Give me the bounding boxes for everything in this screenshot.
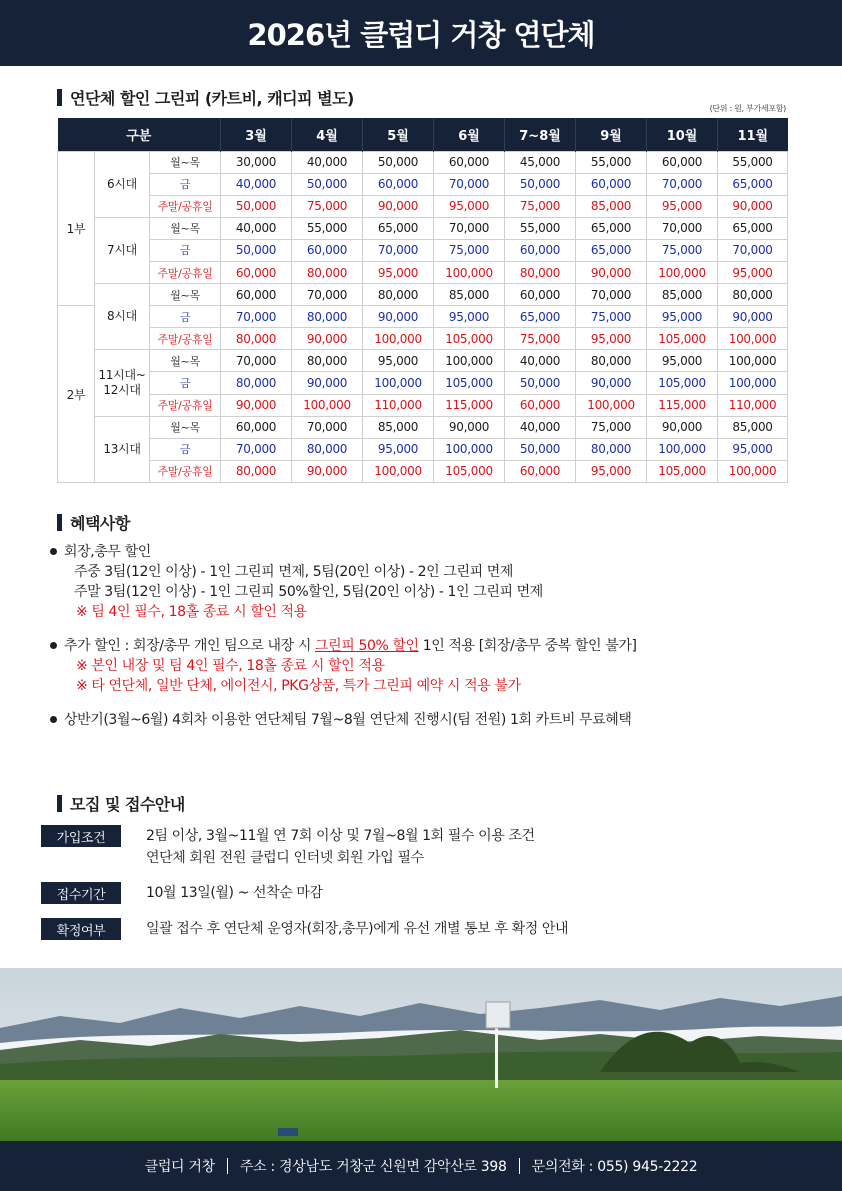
price-cell: 95,000	[576, 328, 647, 350]
table-row	[58, 394, 788, 416]
price-cell: 100,000	[718, 372, 788, 394]
footer-phone: 문의전화 : 055) 945-2222	[531, 1159, 698, 1175]
price-cell: 105,000	[647, 328, 718, 350]
discount-highlight: 그린피 50% 할인	[315, 638, 419, 654]
join-condition-row	[41, 825, 535, 869]
period-row	[41, 882, 323, 904]
price-cell: 40,000	[221, 173, 292, 195]
footer-address: 주소 : 경상남도 거창군 신원면 감악산로 398	[239, 1159, 507, 1175]
price-cell: 90,000	[718, 195, 788, 217]
price-cell: 90,000	[292, 328, 363, 350]
price-cell: 60,000	[505, 239, 576, 261]
price-cell: 110,000	[363, 394, 434, 416]
time-slot-cell: 11시대~ 12시대	[95, 350, 150, 416]
header-month: 6월	[434, 118, 505, 151]
price-cell: 90,000	[221, 394, 292, 416]
price-cell: 70,000	[576, 284, 647, 306]
period-tag: 접수기간	[41, 882, 121, 904]
price-cell: 95,000	[647, 306, 718, 328]
price-cell: 75,000	[576, 416, 647, 438]
header-month: 3월	[221, 118, 292, 151]
price-cell: 85,000	[576, 195, 647, 217]
price-cell: 100,000	[576, 394, 647, 416]
price-cell: 50,000	[292, 173, 363, 195]
price-cell: 60,000	[292, 239, 363, 261]
header-month: 9월	[576, 118, 647, 151]
time-slot-cell: 13시대	[95, 416, 150, 482]
table-row	[58, 306, 788, 328]
price-cell: 100,000	[434, 350, 505, 372]
price-cell: 75,000	[576, 306, 647, 328]
price-cell: 60,000	[221, 261, 292, 283]
price-cell: 65,000	[576, 217, 647, 239]
price-cell: 95,000	[718, 438, 788, 460]
golf-course-photo	[0, 968, 842, 1141]
day-type-cell: 주말/공휴일	[150, 460, 221, 482]
table-row	[58, 350, 788, 372]
benefits-list	[50, 542, 790, 730]
time-slot-cell: 6시대	[95, 151, 150, 217]
price-cell: 95,000	[576, 460, 647, 482]
day-type-cell: 월~목	[150, 151, 221, 173]
benefit-item	[50, 710, 790, 730]
price-cell: 70,000	[221, 306, 292, 328]
price-cell: 80,000	[292, 350, 363, 372]
price-cell: 60,000	[363, 173, 434, 195]
price-cell: 70,000	[292, 284, 363, 306]
day-type-cell: 금	[150, 239, 221, 261]
benefit-item	[50, 636, 790, 696]
day-type-cell: 월~목	[150, 350, 221, 372]
price-cell: 75,000	[647, 239, 718, 261]
price-cell: 95,000	[434, 306, 505, 328]
price-cell: 105,000	[647, 372, 718, 394]
table-row	[58, 460, 788, 482]
header-category: 구분	[58, 118, 221, 151]
header-month: 5월	[363, 118, 434, 151]
price-cell: 75,000	[505, 195, 576, 217]
benefits-section-title	[57, 511, 130, 534]
price-cell: 90,000	[576, 261, 647, 283]
price-cell: 60,000	[505, 284, 576, 306]
join-condition-tag: 가입조건	[41, 825, 121, 847]
price-cell: 75,000	[505, 328, 576, 350]
table-row	[58, 372, 788, 394]
price-cell: 105,000	[434, 372, 505, 394]
price-cell: 100,000	[363, 460, 434, 482]
price-cell: 80,000	[221, 460, 292, 482]
price-cell: 65,000	[505, 306, 576, 328]
price-cell: 45,000	[505, 151, 576, 173]
table-row	[58, 151, 788, 173]
join-condition-line: 2팀 이상, 3월~11월 연 7회 이상 및 7월~8월 1회 필수 이용 조건	[146, 828, 535, 844]
footer-club-name: 클럽디 거창	[144, 1159, 215, 1175]
time-slot-cell: 7시대	[95, 217, 150, 283]
price-cell: 80,000	[292, 438, 363, 460]
price-cell: 105,000	[434, 328, 505, 350]
price-cell: 110,000	[718, 394, 788, 416]
price-cell: 30,000	[221, 151, 292, 173]
price-cell: 70,000	[221, 438, 292, 460]
table-row	[58, 195, 788, 217]
table-row	[58, 173, 788, 195]
recruit-title: 모집 및 접수안내	[70, 795, 185, 814]
header-month: 11월	[718, 118, 788, 151]
day-type-cell: 월~목	[150, 284, 221, 306]
join-condition-line: 연단체 회원 전원 클럽디 인터넷 회원 가입 필수	[146, 850, 424, 866]
price-cell: 90,000	[647, 416, 718, 438]
price-cell: 40,000	[221, 217, 292, 239]
price-cell: 100,000	[363, 372, 434, 394]
price-cell: 55,000	[292, 217, 363, 239]
price-cell: 65,000	[576, 239, 647, 261]
price-cell: 100,000	[647, 261, 718, 283]
price-cell: 95,000	[363, 350, 434, 372]
price-cell: 90,000	[292, 372, 363, 394]
price-cell: 80,000	[576, 438, 647, 460]
price-cell: 60,000	[221, 284, 292, 306]
price-cell: 70,000	[363, 239, 434, 261]
price-cell: 40,000	[505, 350, 576, 372]
price-cell: 70,000	[434, 173, 505, 195]
price-cell: 90,000	[363, 306, 434, 328]
price-cell: 80,000	[363, 284, 434, 306]
table-header-row	[58, 118, 788, 151]
footer-divider	[227, 1158, 228, 1174]
price-cell: 80,000	[221, 328, 292, 350]
price-cell: 95,000	[363, 261, 434, 283]
green-fee-title: 연단체 할인 그린피 (카트비, 캐디피 별도)	[70, 89, 354, 108]
price-cell: 85,000	[718, 416, 788, 438]
price-cell: 100,000	[718, 350, 788, 372]
table-row	[58, 328, 788, 350]
price-cell: 100,000	[647, 438, 718, 460]
segment-cell: 2부	[58, 306, 95, 483]
price-cell: 100,000	[718, 328, 788, 350]
bullet-icon	[50, 548, 57, 555]
price-cell: 100,000	[292, 394, 363, 416]
price-cell: 100,000	[434, 261, 505, 283]
benefits-title: 혜택사항	[70, 514, 130, 533]
price-cell: 55,000	[505, 217, 576, 239]
price-cell: 80,000	[221, 372, 292, 394]
price-cell: 70,000	[647, 217, 718, 239]
price-cell: 40,000	[505, 416, 576, 438]
benefit-text: 추가 할인 : 회장/총무 개인 팀으로 내장 시 그린피 50% 할인 1인 적용 [회장/총무 중복 할인 불가]	[64, 638, 637, 654]
price-cell: 85,000	[434, 284, 505, 306]
header-month: 4월	[292, 118, 363, 151]
header-month: 10월	[647, 118, 718, 151]
price-cell: 75,000	[434, 239, 505, 261]
confirm-row	[41, 918, 568, 940]
footer-divider	[519, 1158, 520, 1174]
day-type-cell: 주말/공휴일	[150, 261, 221, 283]
price-cell: 60,000	[221, 416, 292, 438]
day-type-cell: 금	[150, 438, 221, 460]
price-cell: 60,000	[505, 460, 576, 482]
price-cell: 50,000	[363, 151, 434, 173]
price-cell: 80,000	[576, 350, 647, 372]
price-cell: 85,000	[647, 284, 718, 306]
price-cell: 55,000	[718, 151, 788, 173]
benefit-note: ※ 타 연단체, 일반 단체, 에이전시, PKG상품, 특가 그린피 예약 시 적용 불가	[76, 678, 521, 694]
recruit-section-title	[57, 792, 185, 815]
price-cell: 60,000	[505, 394, 576, 416]
time-slot-cell: 8시대	[95, 284, 150, 350]
price-cell: 90,000	[434, 416, 505, 438]
price-cell: 55,000	[576, 151, 647, 173]
price-cell: 115,000	[647, 394, 718, 416]
price-cell: 75,000	[292, 195, 363, 217]
page-footer	[0, 1141, 842, 1191]
price-cell: 100,000	[718, 460, 788, 482]
table-row	[58, 416, 788, 438]
price-cell: 60,000	[434, 151, 505, 173]
confirm-text: 일괄 접수 후 연단체 운영자(회장,총무)에게 유선 개별 통보 후 확정 안내	[146, 921, 569, 937]
table-row	[58, 261, 788, 283]
page-header	[0, 0, 842, 66]
price-cell: 105,000	[647, 460, 718, 482]
price-cell: 95,000	[434, 195, 505, 217]
price-cell: 70,000	[647, 173, 718, 195]
golf-course-illustration	[0, 968, 842, 1141]
day-type-cell: 주말/공휴일	[150, 195, 221, 217]
table-row	[58, 438, 788, 460]
price-cell: 50,000	[221, 239, 292, 261]
price-cell: 40,000	[292, 151, 363, 173]
price-cell: 95,000	[718, 261, 788, 283]
price-cell: 50,000	[505, 173, 576, 195]
benefit-note: ※ 팀 4인 필수, 18홀 종료 시 할인 적용	[76, 604, 307, 620]
price-cell: 65,000	[718, 217, 788, 239]
price-cell: 90,000	[718, 306, 788, 328]
price-cell: 70,000	[718, 239, 788, 261]
benefit-note: ※ 본인 내장 및 팀 4인 필수, 18홀 종료 시 할인 적용	[76, 658, 385, 674]
day-type-cell: 금	[150, 306, 221, 328]
price-cell: 90,000	[576, 372, 647, 394]
price-cell: 70,000	[221, 350, 292, 372]
bullet-icon	[50, 642, 57, 649]
price-cell: 80,000	[292, 261, 363, 283]
green-fee-section-title	[57, 86, 354, 109]
benefit-line: 주말 3팀(12인 이상) - 1인 그린피 50%할인, 5팀(20인 이상) - 1인 그린피 면제	[74, 584, 543, 600]
unit-note: (단위 : 원, 부가세포함)	[709, 104, 786, 113]
page-title: 2026년 클럽디 거창 연단체	[247, 17, 595, 52]
price-cell: 70,000	[434, 217, 505, 239]
price-cell: 95,000	[363, 438, 434, 460]
price-cell: 80,000	[718, 284, 788, 306]
price-cell: 50,000	[221, 195, 292, 217]
table-row	[58, 284, 788, 306]
day-type-cell: 월~목	[150, 416, 221, 438]
confirm-tag: 확정여부	[41, 918, 121, 940]
price-cell: 65,000	[718, 173, 788, 195]
benefit-text: 상반기(3월~6월) 4회차 이용한 연단체팀 7월~8월 연단체 진행시(팀 전원) 1회 카트비 무료혜택	[64, 712, 632, 728]
day-type-cell: 월~목	[150, 217, 221, 239]
benefit-line: 주중 3팀(12인 이상) - 1인 그린피 면제, 5팀(20인 이상) - 2인 그린피 면제	[74, 564, 513, 580]
price-cell: 60,000	[647, 151, 718, 173]
day-type-cell: 금	[150, 372, 221, 394]
green-fee-table	[57, 118, 788, 483]
price-cell: 90,000	[292, 460, 363, 482]
day-type-cell: 주말/공휴일	[150, 394, 221, 416]
benefit-heading: 회장,총무 할인	[64, 544, 151, 560]
segment-cell: 1부	[58, 151, 95, 306]
price-cell: 50,000	[505, 438, 576, 460]
day-type-cell: 금	[150, 173, 221, 195]
header-month: 7~8월	[505, 118, 576, 151]
price-cell: 85,000	[363, 416, 434, 438]
price-cell: 95,000	[647, 195, 718, 217]
table-row	[58, 217, 788, 239]
bullet-icon	[50, 716, 57, 723]
price-cell: 105,000	[434, 460, 505, 482]
price-cell: 80,000	[292, 306, 363, 328]
price-cell: 100,000	[363, 328, 434, 350]
price-cell: 95,000	[647, 350, 718, 372]
benefit-item	[50, 542, 790, 622]
period-text: 10월 13일(월) ~ 선착순 마감	[146, 885, 323, 901]
price-cell: 60,000	[576, 173, 647, 195]
day-type-cell: 주말/공휴일	[150, 328, 221, 350]
price-cell: 70,000	[292, 416, 363, 438]
price-cell: 80,000	[505, 261, 576, 283]
price-cell: 50,000	[505, 372, 576, 394]
price-cell: 100,000	[434, 438, 505, 460]
price-cell: 90,000	[363, 195, 434, 217]
table-row	[58, 239, 788, 261]
price-cell: 65,000	[363, 217, 434, 239]
price-cell: 115,000	[434, 394, 505, 416]
